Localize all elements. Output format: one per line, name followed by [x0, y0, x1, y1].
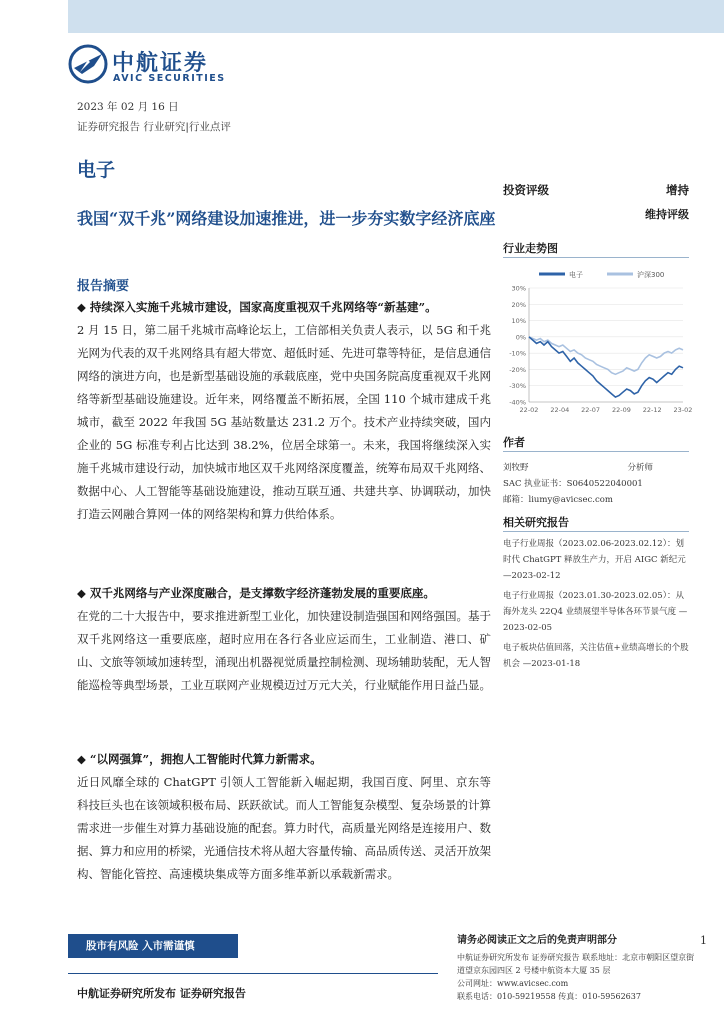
author-sac: SAC 执业证书：S0640522040001 — [503, 479, 643, 489]
rating-sub: 维持评级 — [645, 208, 689, 221]
footer-publisher: 中航证券研究所发布 证券研究报告 — [77, 987, 246, 1000]
disclaimer-line: 中航证券研究所发布 证券研究报告 联系地址：北京市朝阳区望京街道望京东园四区 2 号楼中航资本大厦 35 层 — [457, 953, 695, 975]
author-heading: 作者 — [503, 436, 525, 449]
rating-value: 增持 — [666, 183, 689, 197]
chart-heading: 行业走势图 — [503, 242, 558, 255]
rating-box — [503, 182, 689, 222]
x-tick-label: 23-02 — [673, 406, 693, 414]
series-line — [529, 337, 683, 374]
author-email[interactable]: 邮箱：liumy@avicsec.com — [503, 495, 613, 505]
industry-trend-chart — [503, 262, 693, 422]
section-1-body: 2 月 15 日，第二届千兆城市高峰论坛上，工信部相关负责人表示，以 5G 和千兆光网为代表的双千兆网络具有超大带宽、超低时延、先进可靠等特征，是信息通信网络的演进方向，也是新型基础设施的承载底座，党中央国务院高度重视双千兆网络等新型基础设施建设。近年来，网络覆盖不断拓展，全国 110 个城市建成千兆城市，截至 2022 年我国 5G 基站数量达 231.2 万个。技术产业持续突破，国内企业的 5G 标准专利占比达到 38.2%，位居全球第一。未来，我国将继续深入实施千兆城市建设行动，加快城市地区双千兆网络深度覆盖，统筹布局双千兆网络、数据中心、人工智能等基础设施建设，推动互联互通、共建共享、协调联动，加快打造云网融合算网一体的网络架构和算力供给体系。 — [77, 323, 491, 521]
x-tick-label: 22-04 — [550, 406, 570, 414]
sector-label: 电子 — [77, 159, 116, 181]
series-line — [529, 337, 683, 397]
disclaimer-block — [457, 934, 697, 1003]
y-tick-label: 30% — [511, 284, 526, 293]
x-tick-label: 22-09 — [611, 406, 631, 414]
risk-warning-banner: 股市有风险 入市需谨慎 — [68, 934, 238, 958]
related-report-item[interactable]: 电子行业周报（2023.01.30-2023.02.05）：从海外龙头 22Q4 业绩展望半导体各环节景气度 —2023-02-05 — [503, 591, 688, 633]
legend-label: 电子 — [569, 271, 583, 279]
report-date: 2023 年 02 月 16 日 — [77, 101, 179, 113]
section-2-body: 在党的二十大报告中，要求推进新型工业化，加快建设制造强国和网络强国。基于双千兆网络这一重要底座，超时应用在各行各业应运而生，工业制造、港口、矿山、文旅等领域加速转型，涌现出机器视觉质量控制检测、现场辅助装配，无人智能巡检等典型场景，工业互联网产业规模迈过万元大关，行业赋能作用日益凸显。 — [77, 609, 491, 692]
footer-divider — [68, 973, 438, 974]
rating-label: 投资评级 — [503, 183, 549, 197]
report-title: 我国“双千兆”网络建设加速推进，进一步夯实数字经济底座 — [77, 209, 496, 228]
section-3-lead: ◆ “以网强算”，拥抱人工智能时代算力新需求。 — [77, 752, 322, 766]
disclaimer-line: 公司网址：www.avicsec.com — [457, 979, 569, 988]
y-tick-label: 0% — [515, 333, 526, 342]
chart-heading-divider — [503, 257, 689, 258]
x-tick-label: 22-02 — [519, 406, 539, 414]
related-report-item[interactable]: 电子板块估值回落，关注估值+业绩高增长的个股机会 —2023-01-18 — [503, 643, 689, 669]
y-tick-label: 10% — [511, 317, 526, 326]
report-category: 证券研究报告 行业研究|行业点评 — [77, 121, 231, 133]
page-number: 1 — [700, 934, 707, 947]
y-tick-label: -20% — [509, 365, 526, 374]
related-reports-list — [503, 536, 689, 676]
section-3-body: 近日风靡全球的 ChatGPT 引领人工智能新入崛起期，我国百度、阿里、京东等科技巨头也在该领域积极布局、跃跃欲试。而人工智能复杂模型、复杂场景的计算需求进一步催生对算力基础设施的配套。算力时代，高质量光网络是连接用户、数据、算力和应用的桥梁，光通信技术将从超大容量传输、高品质传送、灵活开放架构、智能化管控、高速模块集成等方面多维革新以承载新需求。 — [77, 775, 491, 881]
related-heading: 相关研究报告 — [503, 516, 569, 529]
related-heading-divider — [503, 531, 689, 532]
author-info — [503, 460, 689, 508]
top-band — [68, 0, 724, 33]
disclaimer-title: 请务必阅读正文之后的免责声明部分 — [457, 935, 617, 946]
author-name: 刘牧野 — [503, 463, 529, 473]
legend-label: 沪深300 — [637, 271, 665, 279]
brand-name-cn: 中航证券 — [112, 51, 209, 76]
brand-logo — [68, 44, 243, 88]
avic-logo-icon — [68, 44, 108, 84]
author-heading-divider — [503, 451, 689, 452]
abstract-heading: 报告摘要 — [77, 279, 130, 294]
y-tick-label: 20% — [511, 300, 526, 309]
y-tick-label: -10% — [509, 349, 526, 358]
author-role: 分析师 — [627, 463, 653, 473]
section-1-lead: ◆ 持续深入实施千兆城市建设，国家高度重视双千兆网络等“新基建”。 — [77, 300, 437, 314]
x-tick-label: 22-07 — [581, 406, 601, 414]
y-tick-label: -30% — [509, 382, 526, 391]
x-tick-label: 22-12 — [642, 406, 662, 414]
section-2-lead: ◆ 双千兆网络与产业深度融合，是支撑数字经济蓬勃发展的重要底座。 — [77, 586, 435, 600]
brand-name-en: AVIC SECURITIES — [113, 73, 226, 84]
related-report-item[interactable]: 电子行业周报（2023.02.06-2023.02.12）：划时代 ChatGPT 释放生产力，开启 AIGC 新纪元 —2023-02-12 — [503, 539, 686, 581]
disclaimer-line: 联系电话：010-59219558 传真：010-59562637 — [457, 992, 641, 1001]
y-tick-label: -40% — [509, 398, 526, 407]
